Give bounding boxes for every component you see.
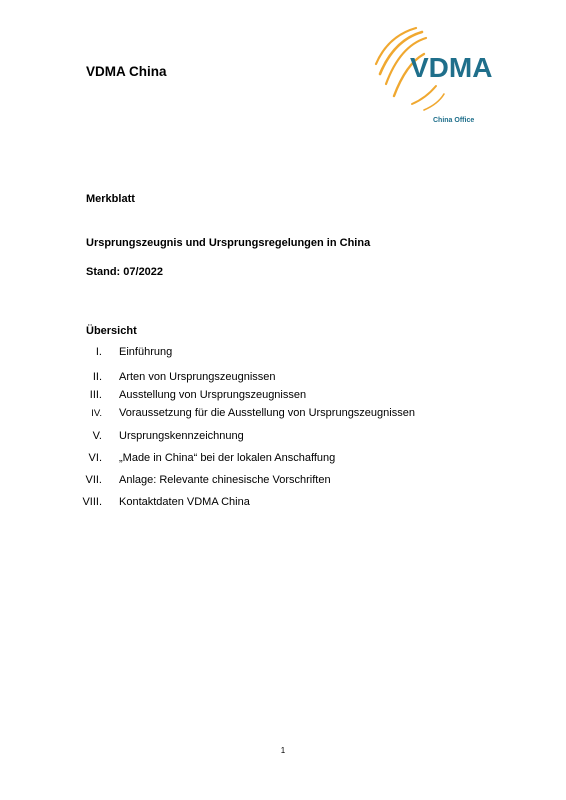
toc-item-number: I. <box>95 346 102 358</box>
toc-item <box>0 452 566 468</box>
toc-item-number: VIII. <box>82 496 102 508</box>
toc-item-label: Kontaktdaten VDMA China <box>119 496 250 508</box>
toc-item-number: VI. <box>88 452 102 464</box>
toc-item <box>0 474 566 490</box>
toc-item <box>0 389 566 405</box>
toc-item-label: „Made in China“ bei der lokalen Anschaffung <box>119 452 336 464</box>
toc-item-number: VII. <box>85 474 102 486</box>
toc-item <box>0 346 566 362</box>
toc-item-label: Einführung <box>119 346 173 358</box>
overview-heading: Übersicht <box>86 325 137 337</box>
logo-wordmark: VDMA <box>410 52 493 83</box>
document-type-label: Merkblatt <box>86 193 135 205</box>
toc-item <box>0 430 566 446</box>
toc-item <box>0 496 566 512</box>
document-subject: Ursprungszeugnis und Ursprungsregelungen in China <box>86 237 371 249</box>
toc-item-label: Ausstellung von Ursprungszeugnissen <box>119 389 307 401</box>
document-stand: Stand: 07/2022 <box>86 266 164 278</box>
toc-item-label: Ursprungskennzeichnung <box>119 430 244 442</box>
organization-title: VDMA China <box>86 64 167 79</box>
toc-item-label: Arten von Ursprungszeugnissen <box>119 371 276 383</box>
toc-item-label: Anlage: Relevante chinesische Vorschriften <box>119 474 331 486</box>
toc-item-number: III. <box>89 389 102 401</box>
toc-item-number: V. <box>92 430 102 442</box>
toc-item <box>0 371 566 387</box>
toc-item-number: IV. <box>91 408 102 419</box>
toc-item-number: II. <box>92 371 102 383</box>
toc-item-label: Voraussetzung für die Ausstellung von Ursprungszeugnissen <box>119 407 415 419</box>
page-number: 1 <box>280 746 286 755</box>
toc-item <box>0 407 566 423</box>
logo-subtitle: China Office <box>433 117 475 124</box>
